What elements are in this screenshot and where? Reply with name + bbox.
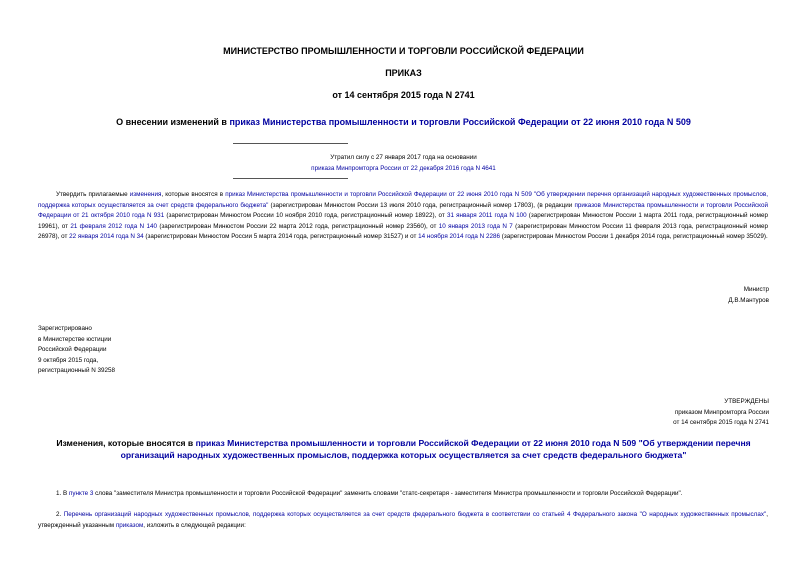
approved-line: УТВЕРЖДЕНЫ bbox=[724, 398, 769, 405]
signer-name: Д.В.Мантуров bbox=[728, 296, 769, 304]
changes-title bbox=[40, 437, 767, 461]
changes-title-link[interactable]: приказ Министерства промышленности и торговли Российской Федерации от 22 июня 2010 года N 509 "Об утверждении перечня организаций народных художественных промыслов, поддержка которых осуществляется за счет средств федерального бюджета" bbox=[120, 438, 751, 460]
registration-block bbox=[38, 324, 115, 377]
bottom-rule bbox=[233, 178, 348, 179]
top-rule bbox=[233, 143, 348, 144]
item2-text: 2. bbox=[56, 511, 64, 518]
registration-line: Зарегистрировано bbox=[38, 325, 92, 332]
item2-text: , утвержденный указанным bbox=[38, 511, 768, 529]
p1-text: (зарегистрирован Минюстом России 5 марта 2014 года, регистрационный номер 31527) и от bbox=[143, 233, 419, 240]
list-organizations-link[interactable]: Перечень организаций народных художественных промыслов, поддержка которых осуществляется за счет средств федерального бюджета в соответствии со статьей 4 Федерального закона "О народных художественных промыслах" bbox=[63, 511, 767, 518]
order-2286-link[interactable]: 14 ноября 2014 года N 2286 bbox=[418, 233, 500, 240]
registration-line: в Министерстве юстиции bbox=[38, 335, 112, 343]
repeal-order-link[interactable]: приказа Минпромторга России от 22 декабря 2016 года N 4641 bbox=[311, 164, 496, 172]
p1-text: (зарегистрирован Минюстом России 22 марта 2012 года, регистрационный номер 23560), от bbox=[156, 222, 439, 230]
status-line: Утратил силу с 27 января 2017 года на основании bbox=[330, 154, 477, 161]
p1-text: (зарегистрирован Минюстом России 1 декабря 2014 года, регистрационный номер 35029). bbox=[500, 233, 768, 240]
doc-subject bbox=[0, 117, 807, 127]
item1-text: слова "заместителя Министра промышленности и торговли Российской Федерации" заменить словами "статс-секретаря - заместителя Министра промышленности и торговли Российской Федерации". bbox=[93, 490, 683, 497]
order-ref-link[interactable]: приказом bbox=[115, 521, 144, 529]
p1-text: Утвердить прилагаемые bbox=[56, 191, 130, 198]
approved-line: приказом Минпромторга России bbox=[674, 408, 769, 416]
subject-prefix: О внесении изменений в bbox=[116, 117, 230, 127]
order-34-link[interactable]: 22 января 2014 года N 34 bbox=[69, 233, 144, 240]
change-item-1 bbox=[38, 489, 768, 500]
signer-title: Министр bbox=[743, 286, 769, 293]
registration-line: 9 октября 2015 года, bbox=[38, 356, 99, 364]
p1-text: (зарегистрирован Минюстом России 13 июля 2010 года, регистрационный номер 17803), (в редакции bbox=[268, 201, 575, 209]
order-7-link[interactable]: 10 января 2013 года N 7 bbox=[438, 222, 513, 230]
approved-line: от 14 сентября 2015 года N 2741 bbox=[673, 419, 769, 426]
item2-text: , изложить в следующей редакции: bbox=[143, 521, 246, 529]
p1-text: (зарегистрирован Минюстом России 1 марта 2011 года, регистрационный номер 19961), от bbox=[38, 212, 768, 230]
doc-date-number: от 14 сентября 2015 года N 2741 bbox=[332, 90, 475, 100]
p1-text: (зарегистрирован Минюстом России 10 ноября 2010 года, регистрационный номер 18922), от bbox=[164, 212, 447, 219]
item1-text: 1. В bbox=[56, 490, 69, 497]
change-item-2 bbox=[38, 510, 768, 531]
approved-block bbox=[673, 397, 769, 429]
status-note bbox=[0, 153, 807, 174]
order-140-link[interactable]: 21 февраля 2012 года N 140 bbox=[70, 222, 157, 230]
p1-text: (зарегистрирован Минюстом России 11 февраля 2013 года, регистрационный номер 26978), от bbox=[38, 222, 768, 240]
orders-931-link[interactable]: приказов Министерства промышленности и торговли Российской Федерации от 21 октября 2010 года N 931 bbox=[38, 201, 768, 219]
subject-link[interactable]: приказ Министерства промышленности и торговли Российской Федерации от 22 июня 2010 года N 509 bbox=[229, 117, 691, 127]
doc-type-heading: ПРИКАЗ bbox=[385, 68, 422, 78]
main-paragraph bbox=[38, 190, 768, 243]
order-509-link[interactable]: приказ Министерства промышленности и торговли Российской Федерации от 22 июня 2010 года N 509 "Об утверждении перечня организаций народных художественных промыслов, поддержка которых осуществляется за счет средств федерального бюджета" bbox=[38, 191, 768, 209]
registration-line: Российской Федерации bbox=[38, 346, 107, 353]
changes-title-prefix: Изменения, которые вносятся в bbox=[56, 438, 196, 448]
clause-3-link[interactable]: пункте 3 bbox=[68, 490, 94, 497]
signature-block bbox=[728, 285, 769, 306]
p1-text: , которые вносятся в bbox=[161, 191, 226, 198]
ministry-heading: МИНИСТЕРСТВО ПРОМЫШЛЕННОСТИ И ТОРГОВЛИ РОССИЙСКОЙ ФЕДЕРАЦИИ bbox=[223, 46, 584, 56]
order-100-link[interactable]: 31 января 2011 года N 100 bbox=[446, 212, 527, 219]
changes-link[interactable]: изменения bbox=[129, 191, 162, 198]
registration-line: регистрационный N 39258 bbox=[38, 367, 116, 374]
